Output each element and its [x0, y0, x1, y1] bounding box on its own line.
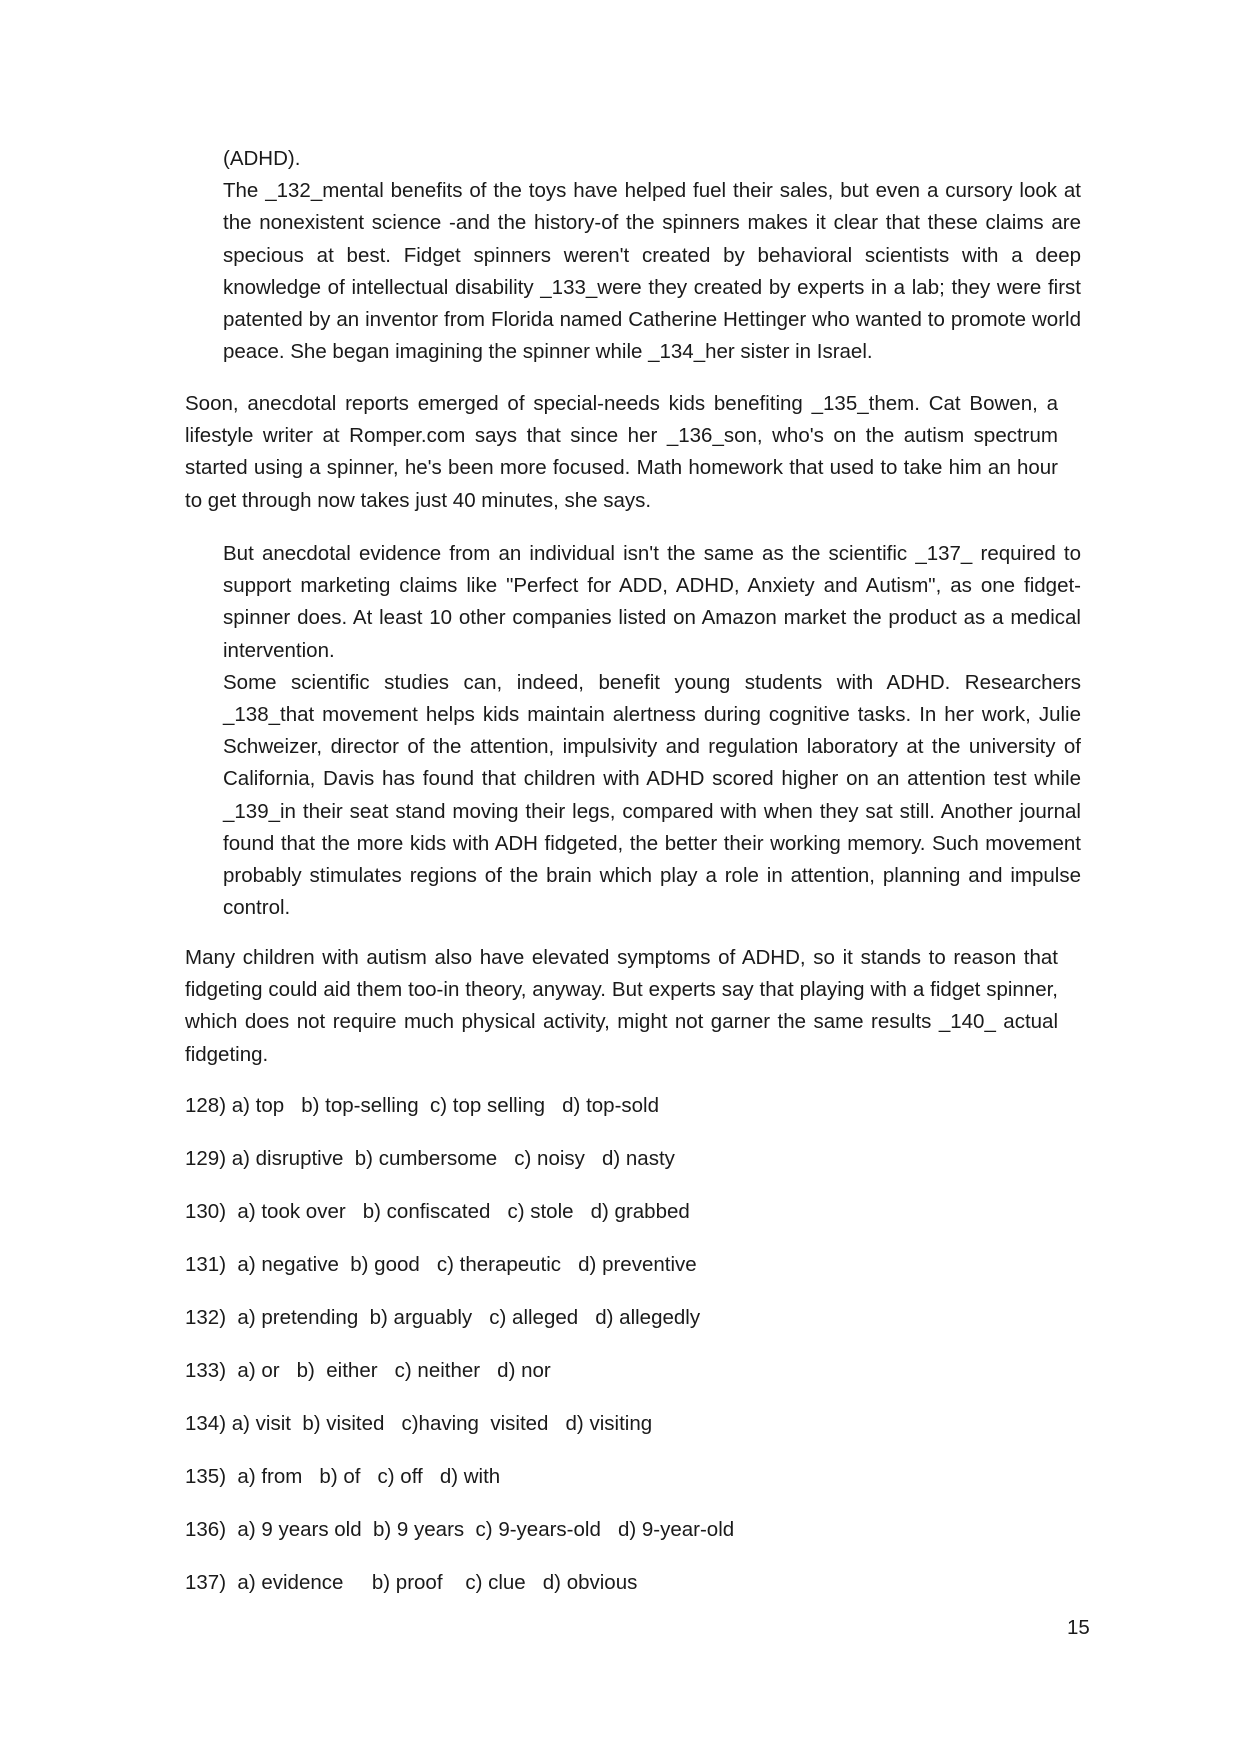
- question-item: 130) a) took over b) confiscated c) stole d) grabbed: [185, 1200, 690, 1223]
- paragraph: The _132_mental benefits of the toys have helped fuel their sales, but even a cursory look at the nonexistent science -and the history-of the spinners makes it clear that these claims are specious at best. Fidget spinners weren't created by behavioral scientists with a deep knowledge of intellectual disability _133_were they created by experts in a lab; they were first patented by an inventor from Florida named Catherine Hettinger who wanted to promote world peace. She began imagining the spinner while _134_her sister in Israel.: [223, 179, 1081, 364]
- paragraph: Many children with autism also have elevated symptoms of ADHD, so it stands to reason that fidgeting could aid them too-in theory, anyway. But experts say that playing with a fidget spinner, which does not require much physical activity, might not garner the same results _140_ actual fidgeting.: [185, 946, 1058, 1066]
- question-item: 128) a) top b) top-selling c) top selling d) top-sold: [185, 1094, 660, 1117]
- page-number: 15: [1067, 1616, 1090, 1639]
- question-item: 131) a) negative b) good c) therapeutic d) preventive: [185, 1253, 697, 1276]
- passage-block-4: [185, 942, 1058, 1071]
- paragraph: But anecdotal evidence from an individual isn't the same as the scientific _137_ required to support marketing claims like "Perfect for ADD, ADHD, Anxiety and Autism", as one fidget-spinner does. At least 10 other companies listed on Amazon market the product as a medical intervention.: [223, 542, 1081, 662]
- question-item: 137) a) evidence b) proof c) clue d) obvious: [185, 1571, 638, 1594]
- passage-block-3: [223, 538, 1081, 924]
- paragraph: (ADHD).: [223, 147, 301, 170]
- paragraph: Some scientific studies can, indeed, benefit young students with ADHD. Researchers _138_that movement helps kids maintain alertness during cognitive tasks. In her work, Julie Schweizer, director of the attention, impulsivity and regulation laboratory at the university of California, Davis has found that children with ADHD scored higher on an attention test while _139_in their seat stand moving their legs, compared with when they sat still. Another journal found that the more kids with ADH fidgeted, the better their working memory. Such movement probably stimulates regions of the brain which play a role in attention, planning and impulse control.: [223, 670, 1081, 920]
- passage-block-1: [223, 143, 1081, 368]
- question-item: 136) a) 9 years old b) 9 years c) 9-years-old d) 9-year-old: [185, 1518, 735, 1541]
- question-item: 129) a) disruptive b) cumbersome c) noisy d) nasty: [185, 1147, 675, 1170]
- question-item: 133) a) or b) either c) neither d) nor: [185, 1359, 551, 1382]
- question-item: 132) a) pretending b) arguably c) alleged d) allegedly: [185, 1306, 701, 1329]
- question-item: 135) a) from b) of c) off d) with: [185, 1465, 501, 1488]
- paragraph: Soon, anecdotal reports emerged of special-needs kids benefiting _135_them. Cat Bowen, a lifestyle writer at Romper.com says that since her _136_son, who's on the autism spectrum started using a spinner, he's been more focused. Math homework that used to take him an hour to get through now takes just 40 minutes, she says.: [185, 392, 1058, 512]
- question-item: 134) a) visit b) visited c)having visited d) visiting: [185, 1412, 653, 1435]
- question-options-list: [185, 1090, 1058, 1620]
- passage-block-2: [185, 388, 1058, 517]
